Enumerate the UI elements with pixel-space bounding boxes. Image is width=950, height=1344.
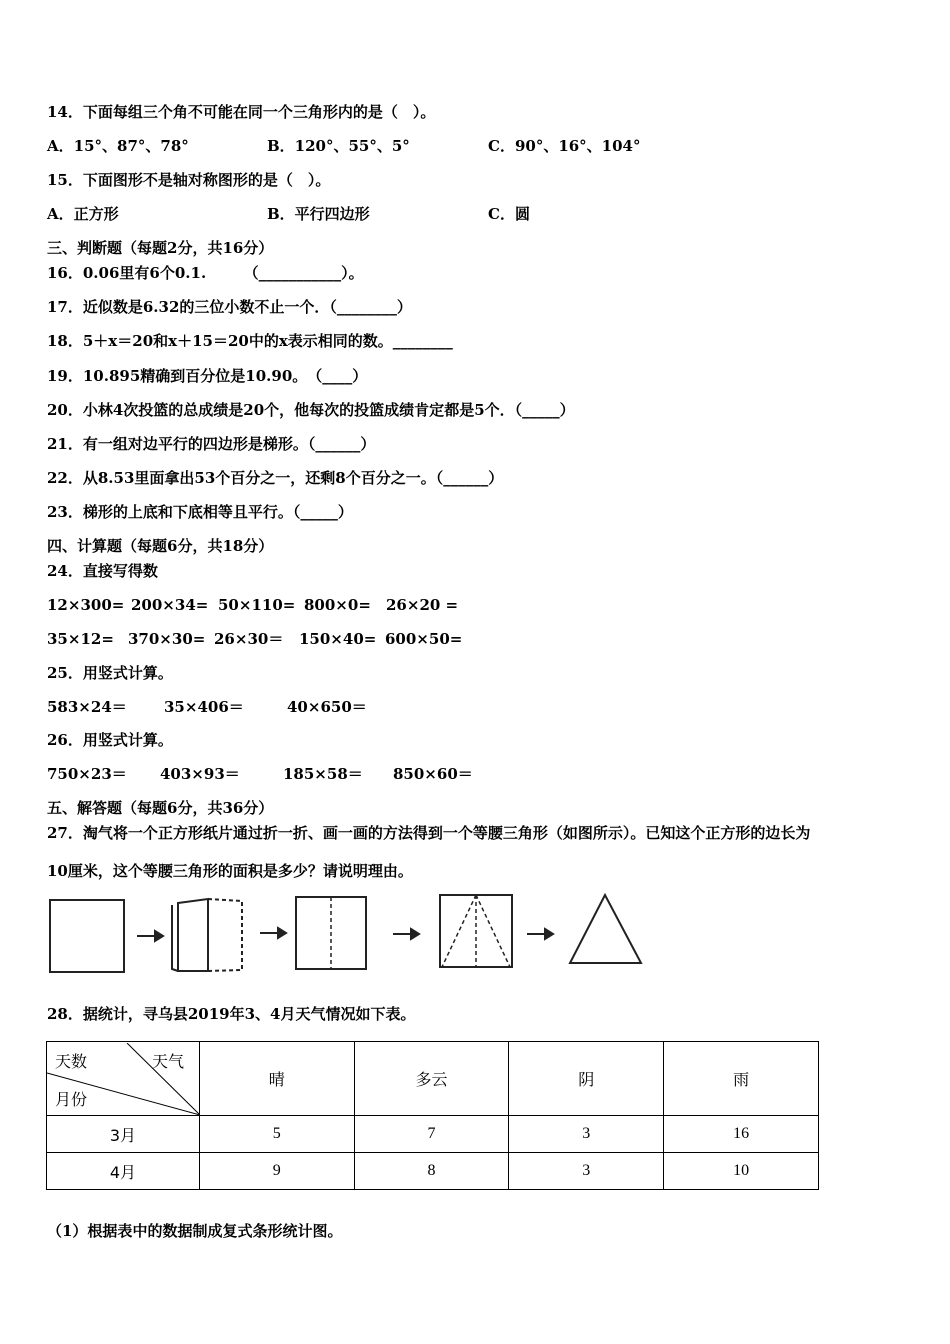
row-value: 3 — [509, 1116, 664, 1153]
q24-r1-c2: 200×34= — [131, 596, 209, 614]
q16: 16．0.06里有6个0.1. （___________）。 — [47, 264, 364, 282]
q27-line2: 10厘米，这个等腰三角形的面积是多少？请说明理由。 — [47, 862, 413, 880]
q25-item-1: 583×24＝ — [47, 698, 127, 716]
header-cloudy: 多云 — [354, 1042, 509, 1116]
table-header-row — [47, 1042, 819, 1116]
q14-option-c: C．90°、16°、104° — [488, 137, 641, 155]
q24-stem: 24．直接写得数 — [47, 562, 158, 580]
section3-heading: 三、判断题（每题2分，共16分） — [47, 239, 274, 257]
q24-r2-c4: 150×40= — [299, 630, 377, 648]
q27-line1: 27．淘气将一个正方形纸片通过折一折、画一画的方法得到一个等腰三角形（如图所示）。已知这个正方形的边长为 — [47, 824, 811, 842]
square-shape — [50, 900, 124, 972]
corner-label-month: 月份 — [55, 1089, 88, 1109]
q26-item-1: 750×23＝ — [47, 765, 127, 783]
corner-label-weather: 天气 — [152, 1051, 185, 1071]
q26-item-3: 185×58＝ — [283, 765, 363, 783]
q26-item-4: 850×60＝ — [393, 765, 473, 783]
section5-heading: 五、解答题（每题6分，共36分） — [47, 799, 274, 817]
q24-r1-c3: 50×110= — [218, 596, 296, 614]
q23: 23．梯形的上底和下底相等且平行。（_____） — [47, 503, 353, 521]
q25-item-3: 40×650＝ — [287, 698, 367, 716]
q28-sub1: （1）根据表中的数据制成复式条形统计图。 — [47, 1222, 343, 1240]
isosceles-triangle-shape — [570, 895, 641, 963]
row-value: 9 — [199, 1153, 354, 1190]
header-rain: 雨 — [664, 1042, 819, 1116]
corner-label-days: 天数 — [55, 1051, 88, 1071]
q24-r2-c1: 35×12= — [47, 630, 114, 648]
header-overcast: 阴 — [509, 1042, 664, 1116]
table-row — [47, 1153, 819, 1190]
q14-stem: 14．下面每组三个角不可能在同一个三角形内的是（ ）。 — [47, 103, 436, 121]
q24-r1-c4: 800×0= — [304, 596, 371, 614]
q15-stem: 15．下面图形不是轴对称图形的是（ ）。 — [47, 171, 331, 189]
table-corner-cell — [47, 1042, 200, 1116]
q24-r1-c5: 26×20 = — [386, 596, 459, 614]
section4-heading: 四、计算题（每题6分，共18分） — [47, 537, 274, 555]
row-value: 16 — [664, 1116, 819, 1153]
row-value: 10 — [664, 1153, 819, 1190]
q14-option-a: A．15°、87°、78° — [47, 137, 189, 155]
table-row — [47, 1116, 819, 1153]
q25-stem: 25．用竖式计算。 — [47, 664, 173, 682]
q15-option-c: C．圆 — [488, 205, 530, 223]
q15-option-b: B．平行四边形 — [267, 205, 370, 223]
q24-r2-c3: 26×30＝ — [214, 630, 284, 648]
q20: 20．小林4次投篮的总成绩是20个，他每次的投篮成绩肯定都是5个．（_____） — [47, 401, 575, 419]
row-value: 7 — [354, 1116, 509, 1153]
row-month: 3月 — [47, 1116, 200, 1153]
q26-item-2: 403×93＝ — [160, 765, 240, 783]
q21: 21．有一组对边平行的四边形是梯形。（______） — [47, 435, 376, 453]
header-sunny: 晴 — [199, 1042, 354, 1116]
q15-option-a: A．正方形 — [47, 205, 119, 223]
q28-stem: 28．据统计，寻乌县2019年3、4月天气情况如下表。 — [47, 1005, 416, 1023]
q17: 17．近似数是6.32的三位小数不止一个．（________） — [47, 298, 412, 316]
q26-stem: 26．用竖式计算。 — [47, 731, 173, 749]
row-value: 3 — [509, 1153, 664, 1190]
q27-folding-figure — [40, 885, 660, 985]
folding-square-shape — [178, 899, 208, 971]
row-value: 8 — [354, 1153, 509, 1190]
q14-option-b: B．120°、55°、5° — [267, 137, 410, 155]
q18: 18．5＋x＝20和x＋15＝20中的x表示相同的数。________ — [47, 332, 453, 350]
q24-r2-c5: 600×50= — [385, 630, 463, 648]
q19: 19．10.895精确到百分位是10.90。 （____） — [47, 367, 368, 385]
q22: 22．从8.53里面拿出53个百分之一，还剩8个百分之一。（______） — [47, 469, 504, 487]
row-month: 4月 — [47, 1153, 200, 1190]
q24-r1-c1: 12×300= — [47, 596, 125, 614]
weather-table — [46, 1041, 819, 1190]
row-value: 5 — [199, 1116, 354, 1153]
q25-item-2: 35×406＝ — [164, 698, 244, 716]
q24-r2-c2: 370×30= — [128, 630, 206, 648]
